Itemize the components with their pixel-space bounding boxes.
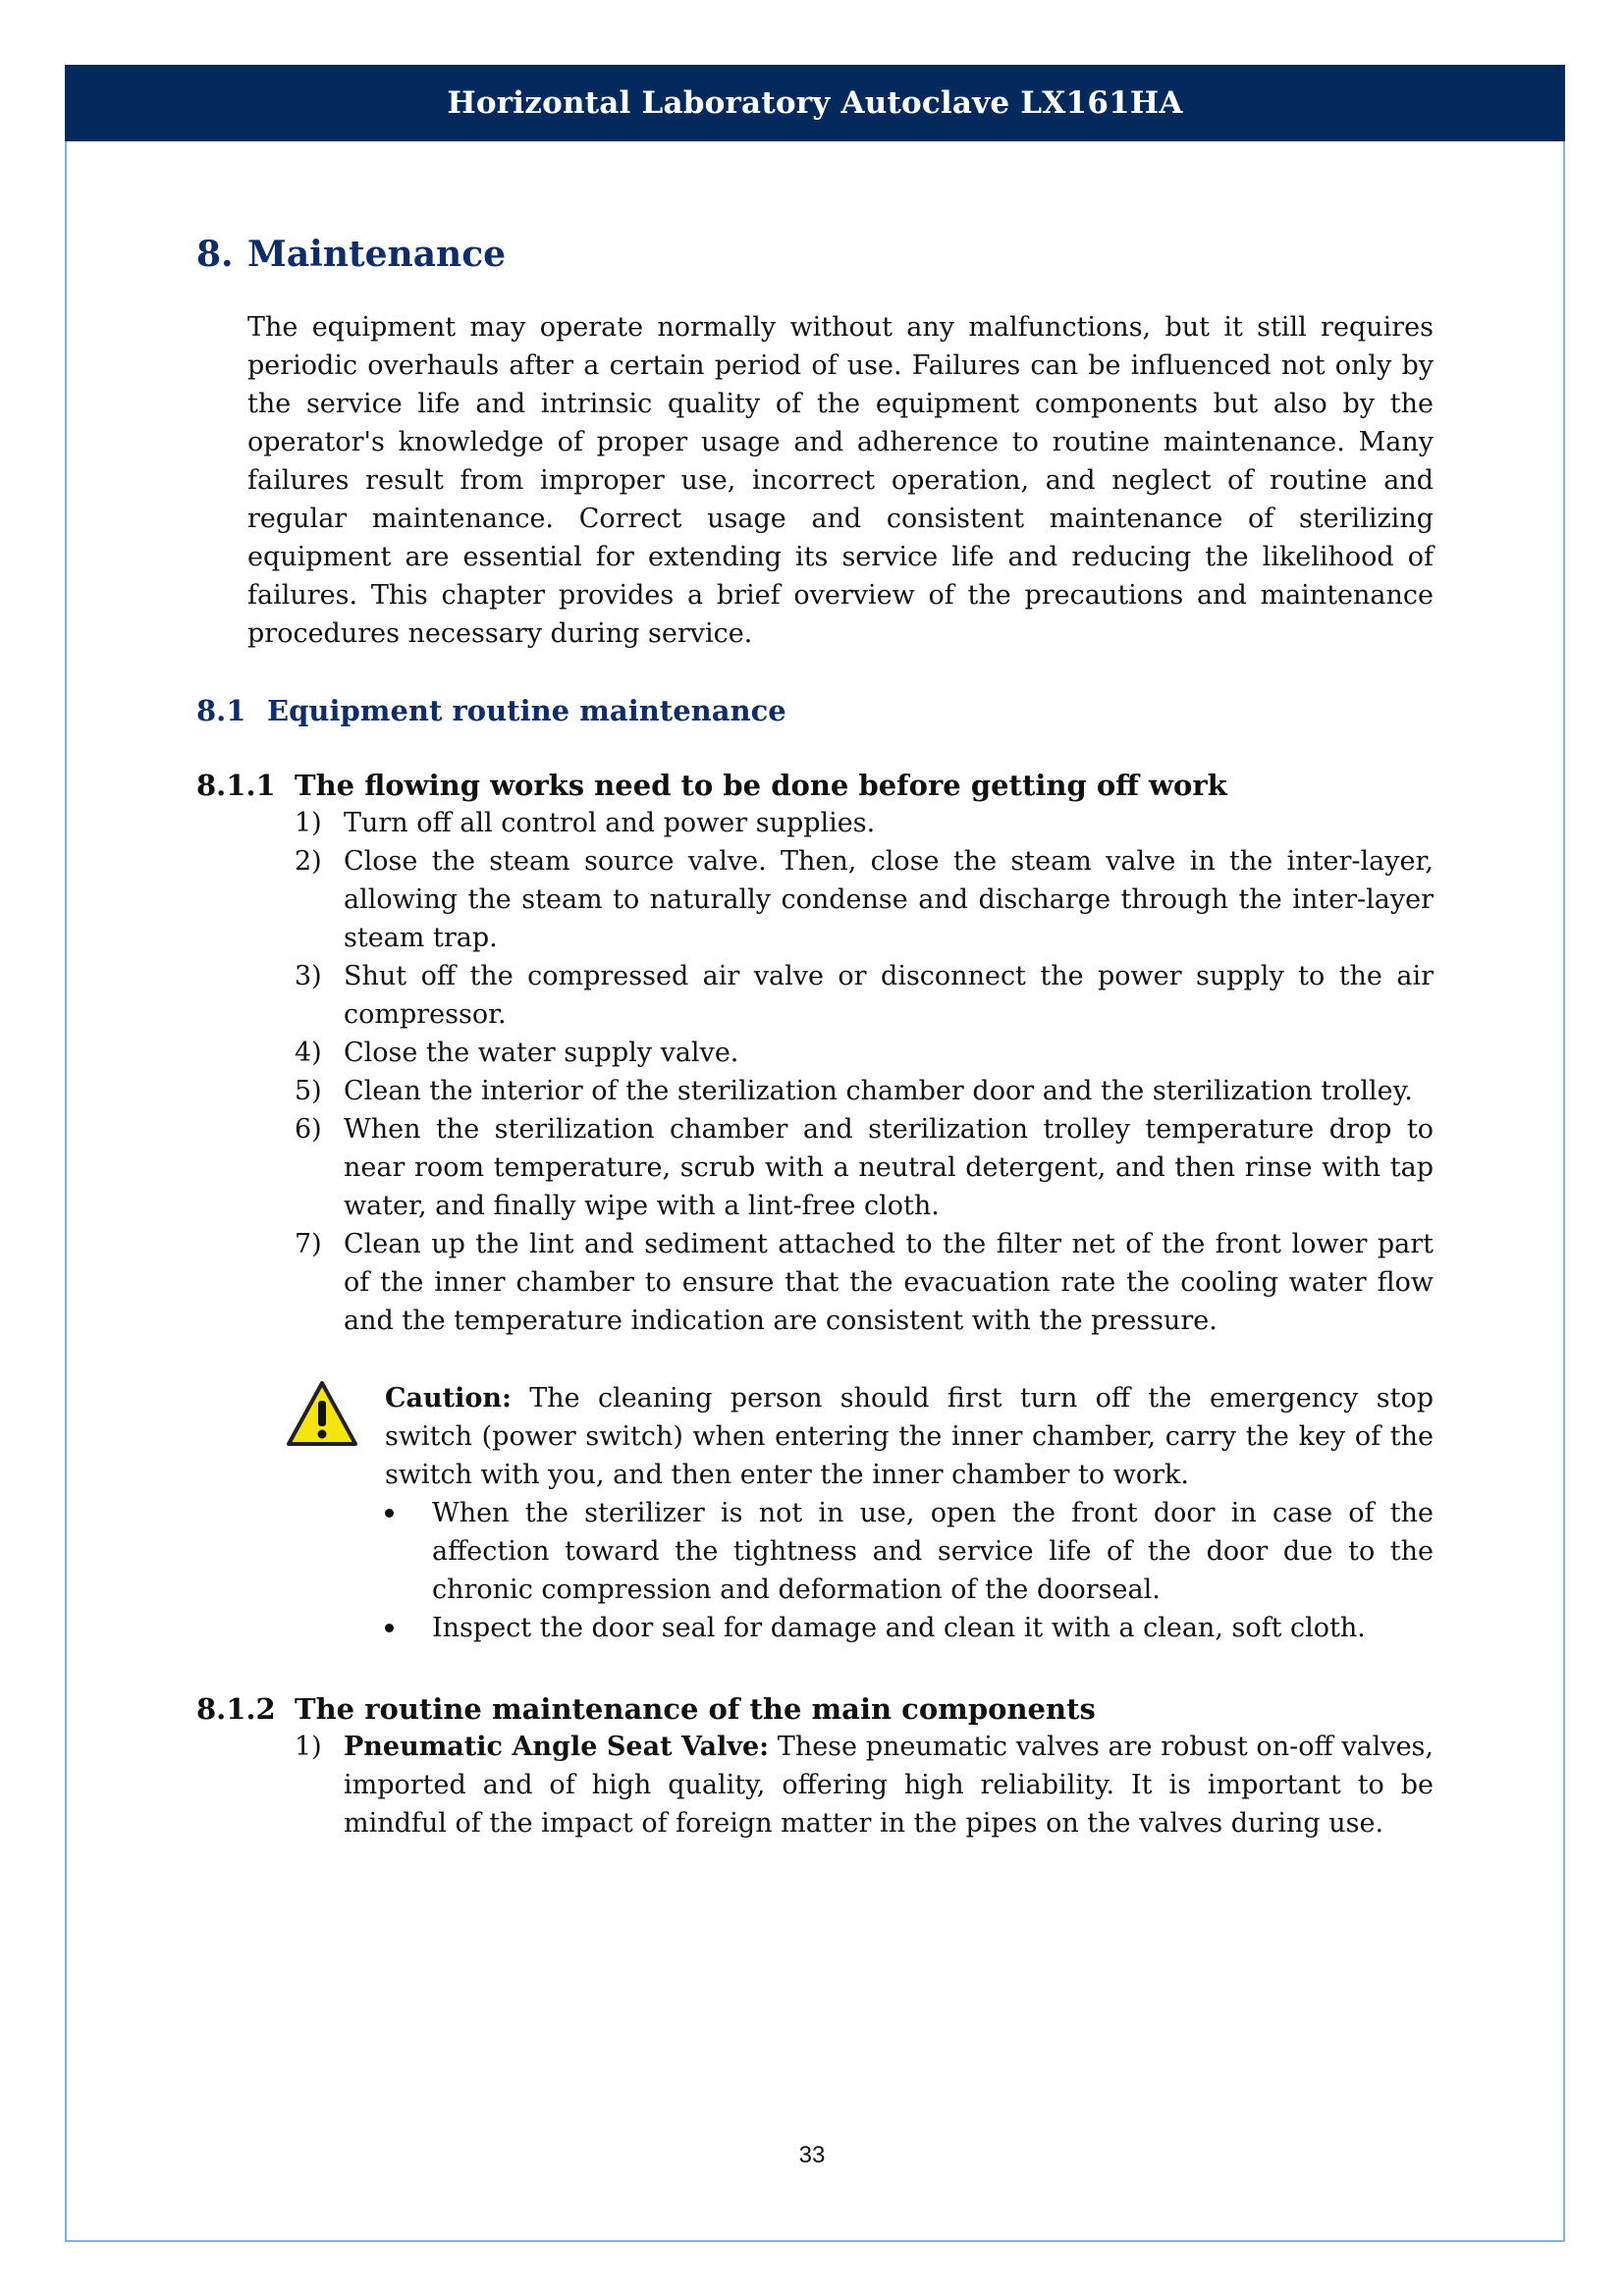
list-item-label: Pneumatic Angle Seat Valve:	[344, 1732, 770, 1762]
list-item-text: Clean the interior of the sterilization chamber door and the sterilization trolley.	[344, 1076, 1413, 1106]
list-item	[295, 1072, 1434, 1110]
bullet-text: Inspect the door seal for damage and clean it with a clean, soft cloth.	[432, 1613, 1366, 1643]
list-item-text: Clean up the lint and sediment attached to the filter net of the front lower part of the inner chamber to ensure that the evacuation rate the cooling water flow and the temperature indication are consistent with the pressure.	[344, 1229, 1434, 1336]
list-item-number: 1)	[295, 1732, 322, 1762]
subsection-title: Equipment routine maintenance	[267, 694, 786, 727]
list-item-text: Shut off the compressed air valve or disconnect the power supply to the air compressor.	[344, 961, 1434, 1030]
list-item-text: Turn off all control and power supplies.	[344, 808, 876, 838]
list-item	[295, 1034, 1434, 1072]
list-item-text	[344, 1728, 1434, 1842]
list-item	[295, 842, 1434, 957]
list-item-text: Close the steam source valve. Then, close the steam valve in the inter-layer, allowing the steam to naturally condense and discharge through the inter-layer steam trap.	[344, 846, 1434, 953]
list-item-text: Close the water supply valve.	[344, 1038, 739, 1068]
subsection-heading	[196, 694, 1434, 727]
caution-label: Caution:	[385, 1383, 512, 1414]
list-item	[295, 804, 1434, 842]
bullet-item	[385, 1609, 1434, 1647]
list-item-number: 4)	[295, 1038, 322, 1068]
caution-bullet-list	[385, 1494, 1434, 1647]
list-item	[295, 1225, 1434, 1340]
sub-subsection-title: The flowing works need to be done before getting off work	[295, 769, 1227, 802]
subsection-number: 8.1	[196, 694, 246, 727]
page-content	[196, 234, 1434, 1842]
sub-subsection-number: 8.1.1	[196, 769, 276, 802]
list-item-number: 2)	[295, 846, 322, 877]
list-item-number: 5)	[295, 1076, 322, 1106]
section-title: Maintenance	[247, 234, 507, 275]
intro-paragraph: The equipment may operate normally without any malfunctions, but it still requires periodic overhauls after a certain period of use. Failures can be influenced not only by the service life and intrinsic quality of the equipment components but also by the operator's knowledge of proper usage and adherence to routine maintenance. Many failures result from improper use, incorrect operation, and neglect of routine and regular maintenance. Correct usage and consistent maintenance of sterilizing equipment are essential for extending its service life and reducing the likelihood of failures. This chapter provides a brief overview of the precautions and maintenance procedures necessary during service.	[247, 312, 1434, 649]
caution-text	[385, 1379, 1434, 1494]
main-components-list	[295, 1728, 1434, 1842]
list-item-body: These pneumatic valves are robust on-off valves, imported and of high quality, offering high reliability. It is important to be mindful of the impact of foreign matter in the pipes on the valves during use.	[344, 1732, 1434, 1839]
warning-triangle-icon	[285, 1379, 359, 1448]
sub-subsection-heading-8-1-2	[196, 1690, 1434, 1728]
list-item-number: 1)	[295, 808, 322, 838]
list-item-number: 7)	[295, 1229, 322, 1259]
section-heading	[196, 234, 1434, 275]
sub-subsection-number: 8.1.2	[196, 1692, 276, 1726]
bullet-item	[385, 1494, 1434, 1609]
list-item	[295, 957, 1434, 1034]
section-number: 8.	[196, 234, 234, 275]
bullet-icon	[385, 1609, 432, 1647]
document-title: Horizontal Laboratory Autoclave LX161HA	[447, 85, 1183, 121]
sub-subsection-title: The routine maintenance of the main components	[295, 1692, 1096, 1726]
page-number: 33	[798, 2142, 826, 2168]
sub-subsection-heading-8-1-1	[196, 767, 1434, 804]
list-item	[295, 1110, 1434, 1225]
list-item-number: 6)	[295, 1114, 322, 1145]
list-item	[295, 1728, 1434, 1842]
header-bar	[65, 65, 1565, 141]
before-work-list	[295, 804, 1434, 1340]
bullet-icon	[385, 1494, 432, 1609]
caution-block	[196, 1379, 1434, 1647]
bullet-text: When the sterilizer is not in use, open the front door in case of the affection toward the tightness and service life of the door due to the chronic compression and deformation of the doorseal.	[432, 1498, 1434, 1605]
list-item-text: When the sterilization chamber and sterilization trolley temperature drop to near room temperature, scrub with a neutral detergent, and then rinse with tap water, and finally wipe with a lint-free cloth.	[344, 1114, 1434, 1221]
caution-body: The cleaning person should first turn off the emergency stop switch (power switch) when entering the inner chamber, carry the key of the switch with you, and then enter the inner chamber to work.	[385, 1383, 1434, 1490]
list-item-number: 3)	[295, 961, 322, 991]
